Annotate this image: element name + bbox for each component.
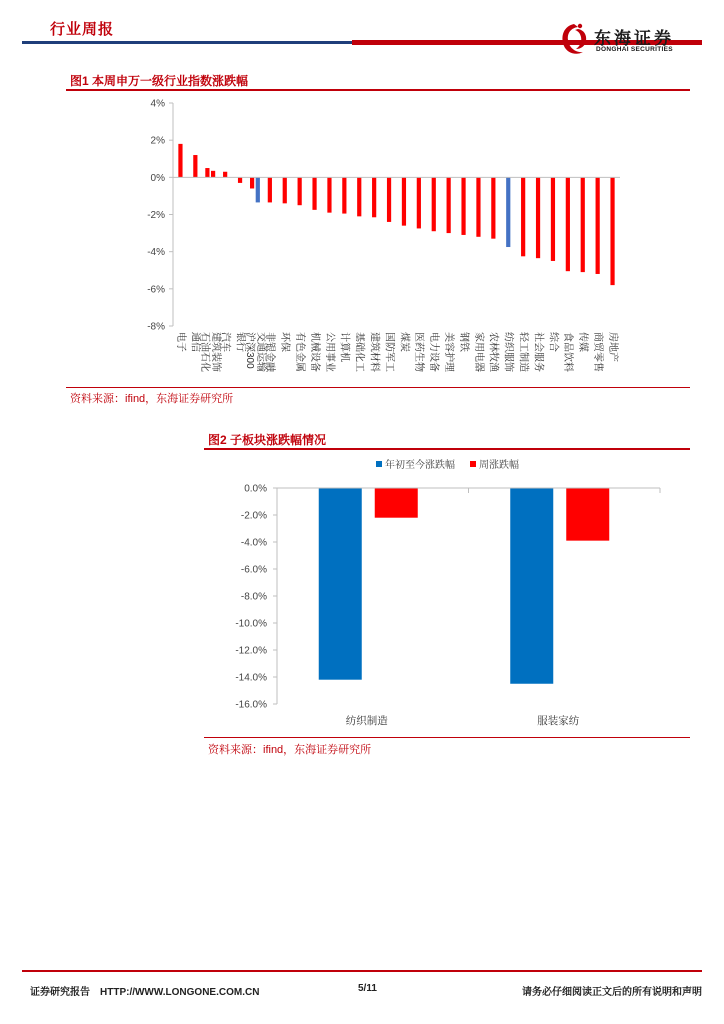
x-tick-label: 银行 xyxy=(234,332,246,352)
y-tick-label: -2% xyxy=(147,210,165,221)
bar xyxy=(375,488,418,518)
x-tick-label: 纺织服饰 xyxy=(502,332,514,372)
x-tick-label: 医药生物 xyxy=(413,332,425,372)
x-tick-label: 社会服务 xyxy=(532,332,544,372)
x-tick-label: 有色金属 xyxy=(294,332,306,372)
x-tick-label: 煤炭 xyxy=(398,332,410,352)
x-tick-label: 汽车 xyxy=(219,332,231,352)
y-tick-label: -4.0% xyxy=(240,537,267,549)
x-tick-label: 非银金融 xyxy=(264,332,276,372)
legend-swatch xyxy=(470,461,476,467)
bar xyxy=(510,488,553,684)
x-tick-label: 建筑材料 xyxy=(368,332,380,372)
y-tick-label: 0.0% xyxy=(244,483,267,495)
y-tick-label: -6% xyxy=(147,284,165,296)
report-type-title: 行业周报 xyxy=(50,21,115,38)
figure1-source: 资料来源：ifind，东海证券研究所 xyxy=(70,393,234,405)
logo-text-en: DONGHAI SECURITIES xyxy=(596,46,673,53)
x-tick-label: 沪深300 xyxy=(243,332,255,369)
x-tick-label: 石油石化 xyxy=(199,332,211,372)
x-tick-label: 轻工制造 xyxy=(517,332,529,372)
footer-disclaimer: 请务必仔细阅读正文后的所有说明和声明 xyxy=(522,987,702,998)
x-tick-label: 房地产 xyxy=(606,332,618,362)
x-tick-label: 交通运输 xyxy=(254,332,266,372)
y-tick-label: -4% xyxy=(147,247,165,259)
logo-text-cn: 东海证券 xyxy=(594,29,674,48)
y-tick-label: -14.0% xyxy=(235,672,267,684)
x-tick-label: 综合 xyxy=(547,332,559,352)
x-tick-label: 农林牧渔 xyxy=(487,332,499,372)
x-tick-label: 机械设备 xyxy=(308,332,320,372)
legend-swatch xyxy=(376,461,382,467)
y-tick-label: -12.0% xyxy=(235,645,267,657)
x-tick-label: 家用电器 xyxy=(472,332,484,372)
legend-label: 年初至今涨跌幅 xyxy=(385,460,455,471)
x-tick-label: 服装家纺 xyxy=(537,715,580,727)
x-tick-label: 国防军工 xyxy=(383,332,395,372)
y-tick-label: 4% xyxy=(150,98,165,110)
x-tick-label: 公用事业 xyxy=(323,332,335,372)
x-tick-label: 传媒 xyxy=(577,332,589,352)
bar xyxy=(319,488,362,680)
x-tick-label: 通信 xyxy=(189,332,201,352)
y-tick-label: 0% xyxy=(150,172,165,184)
y-tick-label: -8.0% xyxy=(240,591,267,603)
x-tick-label: 电力设备 xyxy=(428,332,440,372)
y-tick-label: 2% xyxy=(150,135,165,147)
x-tick-label: 美容护理 xyxy=(443,332,455,372)
figure1-title: 图1 本周申万一级行业指数涨跌幅 xyxy=(70,74,249,88)
x-tick-label: 纺织制造 xyxy=(345,715,388,727)
y-tick-label: -6.0% xyxy=(240,564,267,576)
figure2-source: 资料来源：ifind，东海证券研究所 xyxy=(208,744,372,756)
x-tick-label: 建筑装饰 xyxy=(210,332,222,372)
footer-divider xyxy=(22,970,702,972)
y-tick-label: -10.0% xyxy=(235,618,267,630)
x-tick-label: 钢铁 xyxy=(457,332,469,352)
x-tick-label: 计算机 xyxy=(338,332,350,362)
x-tick-label: 基础化工 xyxy=(353,332,365,372)
y-tick-label: -16.0% xyxy=(235,699,267,711)
legend-label: 周涨跌幅 xyxy=(479,460,519,471)
x-tick-label: 环保 xyxy=(279,332,291,352)
footer-website: 证券研究报告 HTTP://WWW.LONGONE.COM.CN xyxy=(30,987,260,998)
figure2-title: 图2 子板块涨跌幅情况 xyxy=(208,433,327,447)
y-tick-label: -8% xyxy=(147,321,165,333)
figure2-source-rule xyxy=(204,737,690,738)
bar xyxy=(566,488,609,541)
x-tick-label: 食品饮料 xyxy=(562,332,574,372)
x-tick-label: 电子 xyxy=(174,332,186,352)
x-tick-label: 商贸零售 xyxy=(592,332,604,372)
y-tick-label: -2.0% xyxy=(240,510,267,522)
page-number: 5/11 xyxy=(358,983,377,994)
